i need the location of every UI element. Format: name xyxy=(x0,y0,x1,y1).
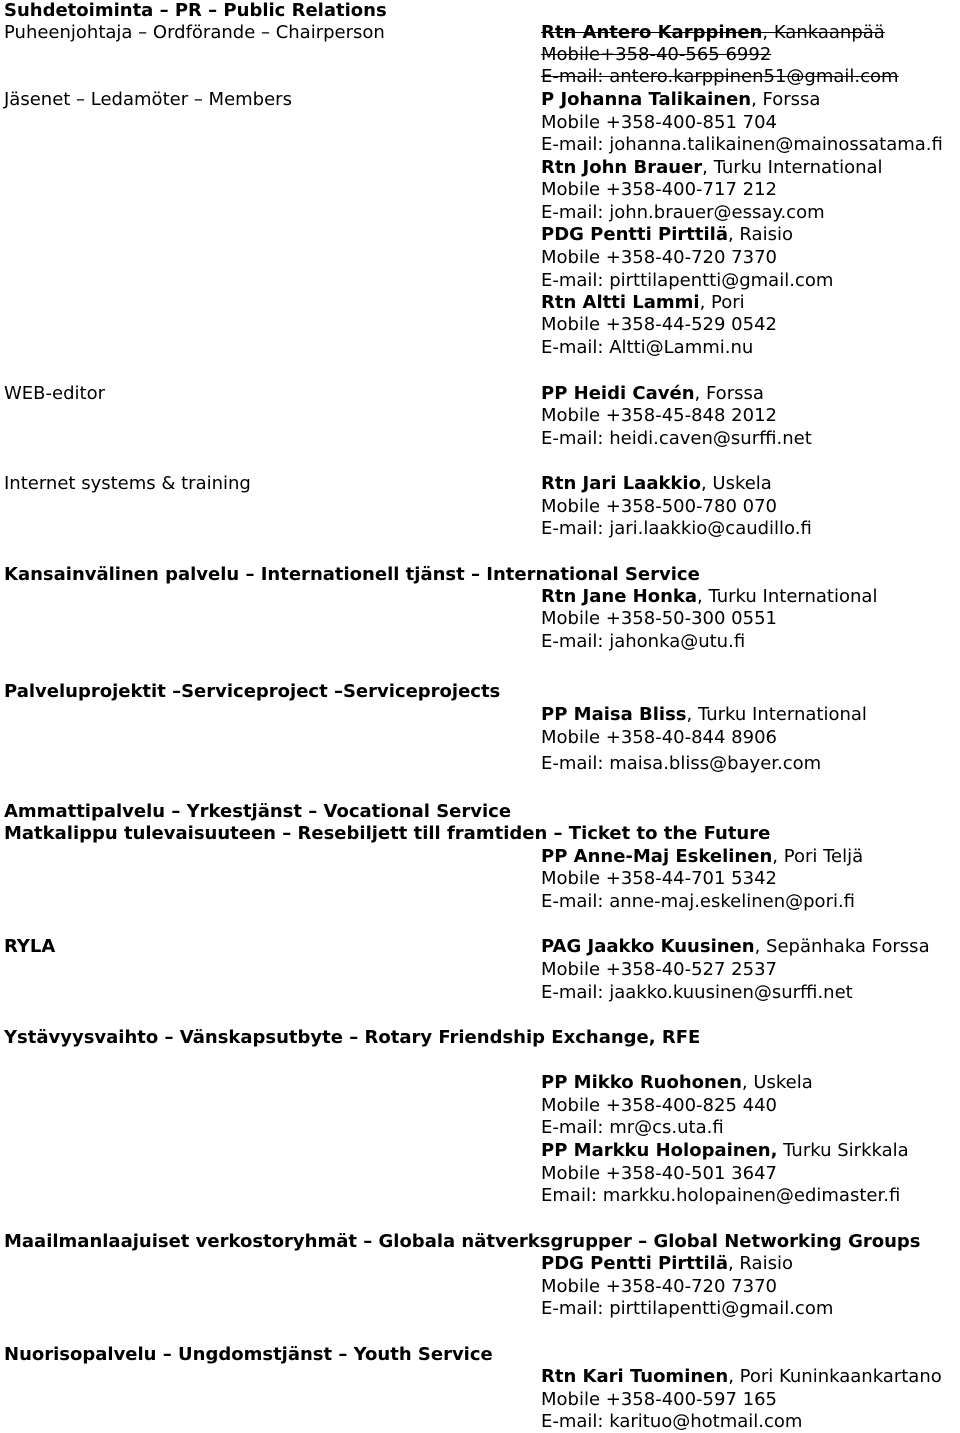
contact-name: Rtn Jane Honka xyxy=(541,586,698,607)
contact-email: E-mail: jaakko.kuusinen@surffi.net xyxy=(541,982,853,1003)
contact-place: , Uskela xyxy=(700,473,772,494)
contact-mobile: Mobile +358-500-780 070 xyxy=(541,496,777,517)
contact-name-line xyxy=(541,22,885,44)
contact-place: , Forssa xyxy=(751,89,821,110)
contact-email: E-mail: mr@cs.uta.fi xyxy=(541,1117,724,1138)
contact-email: E-mail: karituo@hotmail.com xyxy=(541,1411,803,1432)
contact-place: , Raisio xyxy=(727,224,793,245)
contact-name-line xyxy=(541,473,772,495)
section-heading-international: Kansainvälinen palvelu – Internationell tjänst – International Service xyxy=(4,564,700,585)
contact-mobile: Mobile +358-400-717 212 xyxy=(541,179,777,200)
contact-name-line xyxy=(541,936,930,958)
contact-name: PAG Jaakko Kuusinen xyxy=(541,936,755,957)
contact-name-line xyxy=(541,1253,793,1275)
section-heading-service-projects: Palveluprojektit –Serviceproject –Serviceprojects xyxy=(4,681,501,702)
contact-name-line xyxy=(541,846,863,868)
contact-name-line xyxy=(541,157,883,179)
contact-email: E-mail: pirttilapentti@gmail.com xyxy=(541,1298,834,1319)
subsection-heading-ticket-future: Matkalippu tulevaisuuteen – Resebiljett till framtiden – Ticket to the Future xyxy=(4,823,771,844)
contact-mobile: Mobile +358-400-825 440 xyxy=(541,1095,777,1116)
contact-mobile: Mobile +358-40-720 7370 xyxy=(541,247,777,268)
contact-mobile: Mobile +358-40-527 2537 xyxy=(541,959,777,980)
contact-name-line xyxy=(541,1366,942,1388)
contact-mobile: Mobile+358-40-565 6992 xyxy=(541,44,772,65)
contact-mobile: Mobile +358-40-844 8906 xyxy=(541,727,777,748)
contact-name-line xyxy=(541,292,745,314)
contact-email: E-mail: heidi.caven@surffi.net xyxy=(541,428,812,449)
contact-name-line xyxy=(541,1140,909,1162)
contact-place: , Turku International xyxy=(702,157,883,178)
contact-email: E-mail: antero.karppinen51@gmail.com xyxy=(541,66,899,87)
contact-place: Turku Sirkkala xyxy=(777,1140,909,1161)
contact-name-line xyxy=(541,1072,813,1094)
section-heading-pr: Suhdetoiminta – PR – Public Relations xyxy=(4,0,387,21)
contact-name: Rtn Altti Lammi xyxy=(541,292,700,313)
section-heading-rfe: Ystävyysvaihto – Vänskapsutbyte – Rotary Friendship Exchange, RFE xyxy=(4,1027,701,1048)
contact-mobile: Mobile +358-44-701 5342 xyxy=(541,868,777,889)
contact-email: E-mail: johanna.talikainen@mainossatama.fi xyxy=(541,134,943,155)
contact-name: Rtn Jari Laakkio xyxy=(541,473,701,494)
contact-name-line xyxy=(541,383,764,405)
contact-place: , Raisio xyxy=(727,1253,793,1274)
contact-name-line xyxy=(541,586,877,608)
contact-place: , Turku International xyxy=(686,704,867,725)
contact-email: E-mail: john.brauer@essay.com xyxy=(541,202,825,223)
contact-name: PP Mikko Ruohonen xyxy=(541,1072,742,1093)
contact-name: PDG Pentti Pirttilä xyxy=(541,224,728,245)
contact-place: , Sepänhaka Forssa xyxy=(754,936,930,957)
section-heading-youth: Nuorisopalvelu – Ungdomstjänst – Youth Service xyxy=(4,1344,493,1365)
contact-name: Rtn Kari Tuominen xyxy=(541,1366,729,1387)
contact-mobile: Mobile +358-50-300 0551 xyxy=(541,608,777,629)
contact-place: , Uskela xyxy=(741,1072,813,1093)
role-label-internet-systems: Internet systems & training xyxy=(4,473,251,494)
contact-name: PP Maisa Bliss xyxy=(541,704,687,725)
contact-name: PDG Pentti Pirttilä xyxy=(541,1253,728,1274)
section-heading-vocational: Ammattipalvelu – Yrkestjänst – Vocational Service xyxy=(4,801,512,822)
role-label-members: Jäsenet – Ledamöter – Members xyxy=(4,89,292,110)
contact-place: , Kankaanpää xyxy=(762,22,885,43)
contact-email: E-mail: maisa.bliss@bayer.com xyxy=(541,753,822,774)
contact-name-line xyxy=(541,224,793,246)
section-heading-global-networking: Maailmanlaajuiset verkostoryhmät – Globala nätverksgrupper – Global Networking Groups xyxy=(4,1231,921,1252)
contact-email: E-mail: anne-maj.eskelinen@pori.fi xyxy=(541,891,856,912)
contact-mobile: Mobile +358-40-501 3647 xyxy=(541,1163,777,1184)
contact-place: , Turku International xyxy=(697,586,878,607)
contact-name-line xyxy=(541,704,867,726)
contact-mobile: Mobile +358-44-529 0542 xyxy=(541,314,777,335)
contact-email: E-mail: jari.laakkio@caudillo.fi xyxy=(541,518,812,539)
contact-place: , Pori Kuninkaankartano xyxy=(728,1366,942,1387)
role-label-chairperson: Puheenjohtaja – Ordförande – Chairperson xyxy=(4,22,385,43)
contact-mobile: Mobile +358-40-720 7370 xyxy=(541,1276,777,1297)
contact-place: , Pori xyxy=(699,292,745,313)
section-heading-ryla: RYLA xyxy=(4,936,56,957)
contact-place: , Forssa xyxy=(694,383,764,404)
contact-name: P Johanna Talikainen xyxy=(541,89,752,110)
contact-name-line xyxy=(541,89,820,111)
contact-mobile: Mobile +358-400-597 165 xyxy=(541,1389,777,1410)
contact-mobile: Mobile +358-400-851 704 xyxy=(541,112,777,133)
contact-name: PP Anne-Maj Eskelinen xyxy=(541,846,773,867)
role-label-web-editor: WEB-editor xyxy=(4,383,105,404)
contact-name: Rtn John Brauer xyxy=(541,157,703,178)
contact-email: E-mail: jahonka@utu.fi xyxy=(541,631,746,652)
contact-name: PP Heidi Cavén xyxy=(541,383,695,404)
contact-mobile: Mobile +358-45-848 2012 xyxy=(541,405,777,426)
contact-email: E-mail: pirttilapentti@gmail.com xyxy=(541,270,834,291)
contact-name: PP Markku Holopainen, xyxy=(541,1140,778,1161)
contact-email: Email: markku.holopainen@edimaster.fi xyxy=(541,1185,901,1206)
contact-name: Rtn Antero Karppinen xyxy=(541,22,763,43)
contact-place: , Pori Teljä xyxy=(772,846,864,867)
contact-email: E-mail: Altti@Lammi.nu xyxy=(541,337,754,358)
